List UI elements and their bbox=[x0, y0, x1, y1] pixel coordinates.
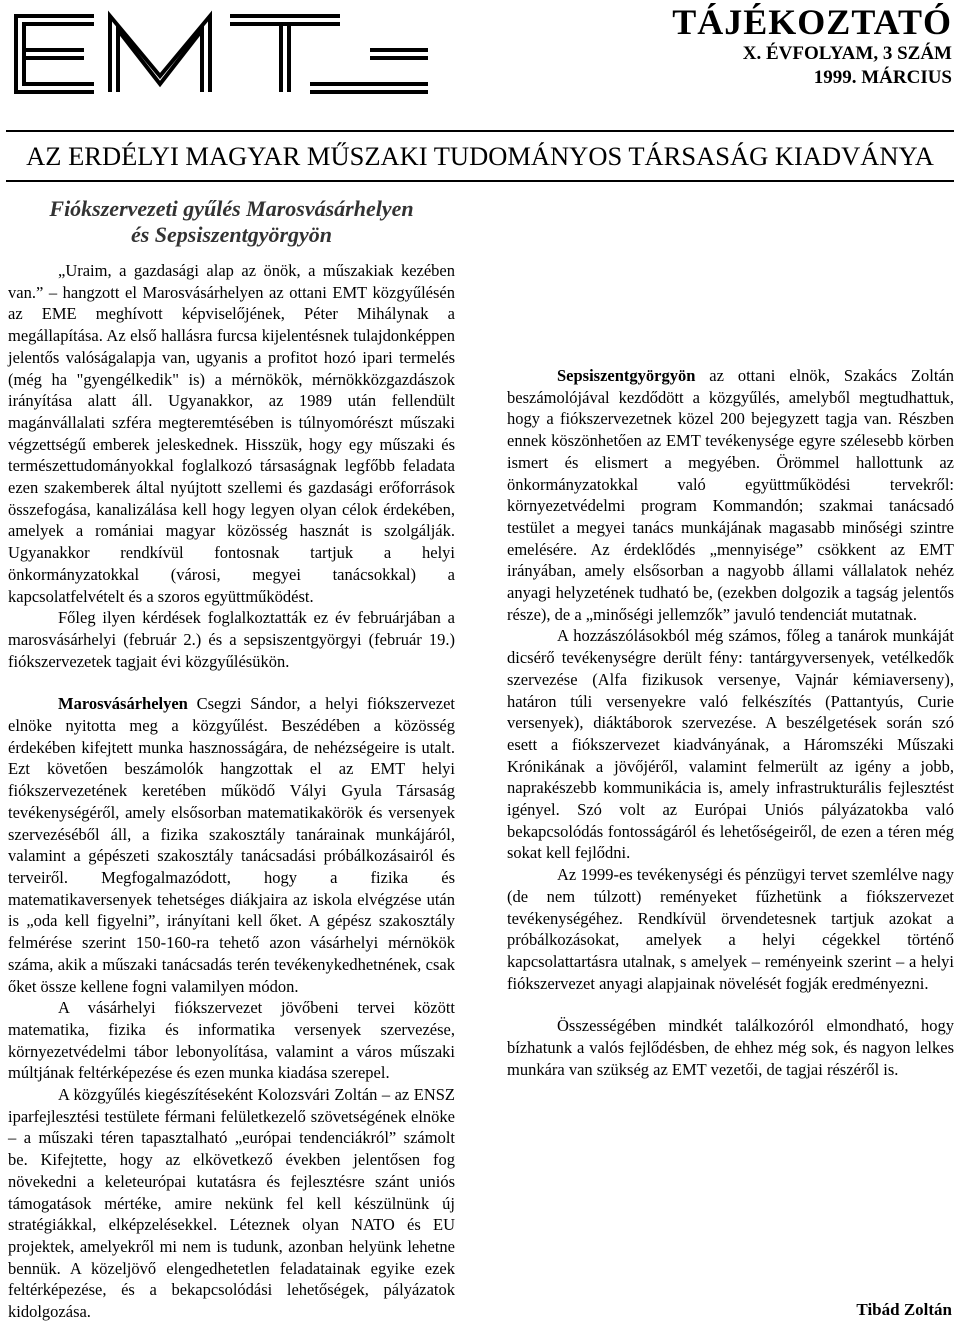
masthead bbox=[672, 2, 952, 90]
author-signature: Tibád Zoltán bbox=[856, 1300, 952, 1319]
paragraph-plan-1999: Az 1999-es tevékenységi és pénzügyi tervet szemlélve nagy (de nem túlzott) reményeket fűzhetünk a fiókszervezet tevékenységéhez. Rendkívül örvendetesnek tartjuk azokat a próbálkozásokat, amelyek a helyi cégekkel történő kapcsolattartásra utalnak, s amelyek – reményeink szerint – a helyi fiókszervezet anyagi alapjainak növelését fogják eredményezni. bbox=[507, 865, 954, 993]
issue-date: 1999. MÁRCIUS bbox=[813, 67, 952, 88]
paragraph-marosvasarhely bbox=[8, 693, 455, 997]
paragraph-comments: A hozzászólásokból még számos, főleg a tanárok munkáját dicsérő tevékenységre derült fény: tantárgyversenyek, vetélkedők szervezése (Alfa fizikusok versenye, Vajnár kémiaverseny), határon túli versenyekre való felkészítés (Pattantyús, Curie versenyek), diáktáborok szervezése. A beszélgetések során szó esett a fiókszervezet kiadványának, a Háromszéki Műszaki Krónikának a jövőjéről, valamint felmerült az igény a jobb, naprakészebb kommunikácia is, amely infrastrukturális fejlesztést igényel. Szó volt az Európai Uniós pályázatokba való bekapcsolódás fontosságáról és lehetőségeiről, de ezen a téren még sokat kell fejlődni. bbox=[507, 626, 954, 863]
article-headline bbox=[8, 196, 455, 248]
publication-title: TÁJÉKOZTATÓ bbox=[672, 2, 952, 42]
paragraph-kolozsvari: A közgyűlés kiegészítéseként Kolozsvári Zoltán – az ENSZ iparfejlesztési testülete férmani felületkezelő szövetségének elnöke – a műszaki téren tapasztalható „európai tendenciákról” számolt be. Kifejtette, hogy az elkövetkező években jelentősen fog növekedni a keleteurópai kutatásra és fejlesztésre szánt uniós támogatások mértéke, amire nekünk fel kell készülnünk új stratégiákkal, elképzelésekkel. Léteznek olyan NATO és EU projektek, amelyekről mi nem is tudunk, azonban helyünk lehetne bennük. A közeljövő elengedhetetlen feladatainak egyike ezek feltérképezése, és a bekapcsolódási lehetőségek, pályázatok kidolgozása. bbox=[8, 1085, 455, 1322]
emt-logo bbox=[10, 4, 430, 104]
paragraph-summary: Összességében mindkét találkozóról elmondható, hogy bízhatunk a valós fejlődésben, de ehhez még sok, és nagyon lelkes munkára van szükség az EMT vezetői, de tagjai részéről is. bbox=[507, 1016, 954, 1079]
paragraph-lead-marosvasarhely: Marosvásárhelyen bbox=[58, 694, 188, 714]
paragraph-intro: „Uraim, a gazdasági alap az önök, a műszakiak kezében van.” – hangzott el Marosvásárhelyen az ottani EMT közgyűlésén az EME meghívott képviselőjének, Péter Mihálynak a megállapítása. Az első hallásra furcsa kijelentésnek tulajdonképpen jelentős valóságalapja van, ugyanis a profitot hozó ipari termelés (még ha "gyengélkedik" is) a mérnökök, mérnökközgazdászok irányítása alatt áll. Ugyanakkor, az 1989 után fellendült magánvállalati szféra megteremtésében is túlnyomórészt műszaki végzettségű emberek jeleskednek. Hisszük, hogy egy műszaki és természettudományokkal foglalkozó társaságnak legfőbb feladata ezen szakemberek által nyújtott szellemi és gazdasági erőforrások összefogása, kanalizálása kell hogy legyen olyan célok érdekében, amelyek a romániai magyar közösség hasznát is szolgálják. Ugyanakkor rendkívül fontosnak tartjuk a helyi önkormányzatokkal (városi, megyei tanácsokkal) a kapcsolatfelvételt és a szoros együttműködést. bbox=[8, 261, 455, 606]
volume-number: X. ÉVFOLYAM, 3 SZÁM bbox=[742, 43, 952, 64]
headline-line-1: Fiókszervezeti gyűlés Marosvásárhelyen bbox=[49, 196, 414, 221]
banner-top-rule bbox=[6, 130, 954, 132]
paragraph-february-meetings: Főleg ilyen kérdések foglalkoztatták ez év februárjában a marosvásárhelyi (február 2.) és a sepsiszentgyörgyi (február 19.) fiókszervezetek tagjait évi közgyűlésükön. bbox=[8, 608, 455, 671]
banner-bottom-rule bbox=[6, 180, 954, 182]
paragraph-sepsiszentgyorgy bbox=[507, 365, 954, 625]
headline-line-2: és Sepsiszentgyörgyön bbox=[130, 222, 333, 247]
left-column bbox=[8, 196, 455, 1323]
paragraph-lead-sepsiszentgyorgy: Sepsiszentgyörgyön bbox=[557, 366, 696, 385]
paragraph-future-plans: A vásárhelyi fiókszervezet jövőbeni tervei között matematika, fizika és informatika versenyek szervezése, környezetvédelmi tábor lebonyolítása, valamint a város műszaki múltjának feltérképezése és ezen munka kiadása szerepel. bbox=[8, 998, 455, 1083]
paragraph-sepsiszentgyorgy-text: az ottani elnök, Szakács Zoltán beszámolójával kezdődött a közgyűlés, amelyből megtudhattuk, hogy a fiókszervezetnek közel 200 bejegyzett tagja van. Részben ennek köszönhetően az EMT tevékenysége egyre szélesebb körben ismert és elismert a megyében. Örömmel hallottunk az önkormányzatokkal való együttműködési tervekről: környezetvédelmi program Kommandón; szakmai tanácsadó testület a megyei tanács munkájának magasabb minőségi szintre emelésére. Az érdeklődés „mennyisége” csökkent az EMT irányában, amely elsősorban a nagyobb állami vállalatok nehéz anyagi helyzetének tudható be, (ezekben dolgozik a tagság jelentős része), de a „minőségi jellemzők” javuló tendenciát mutatnak. bbox=[507, 366, 954, 624]
publisher-banner: AZ ERDÉLYI MAGYAR MŰSZAKI TUDOMÁNYOS TÁRSASÁG KIADVÁNYA bbox=[26, 141, 934, 171]
right-column bbox=[507, 196, 954, 1081]
paragraph-marosvasarhely-text: Csegzi Sándor, a helyi fiókszervezet elnöke nyitotta meg a közgyűlést. Beszédében a közösség érdekében kifejtett munka hasznosságára, de nehézségeire is utalt. Ezt követően beszámolók hangzottak el az EMT helyi fiókszervezetének keretében működő Vályi Gyula Társaság tevékenységéről, amely elsősorban matematikakörök és versenyek szervezéséből áll, a fizika szakosztály tanárainak munkájáról, valamint a gépészeti szakosztály tanácsadási próbálkozásairól és terveiről. Megfogalmazódott, hogy a fizika és matematikaversenyek tehetséges diákjaira az iskola elvégzése után is „oda kell figyelni”, irányítani kell őket. A gépész szakosztály felmérése szerint 150-160-ra tehető azon vásárhelyi mérnökök száma, akik a műszaki tanácsadás terén tevékenykedhetnének, csak őket össze kellene fogni valamilyen módon. bbox=[8, 694, 455, 996]
